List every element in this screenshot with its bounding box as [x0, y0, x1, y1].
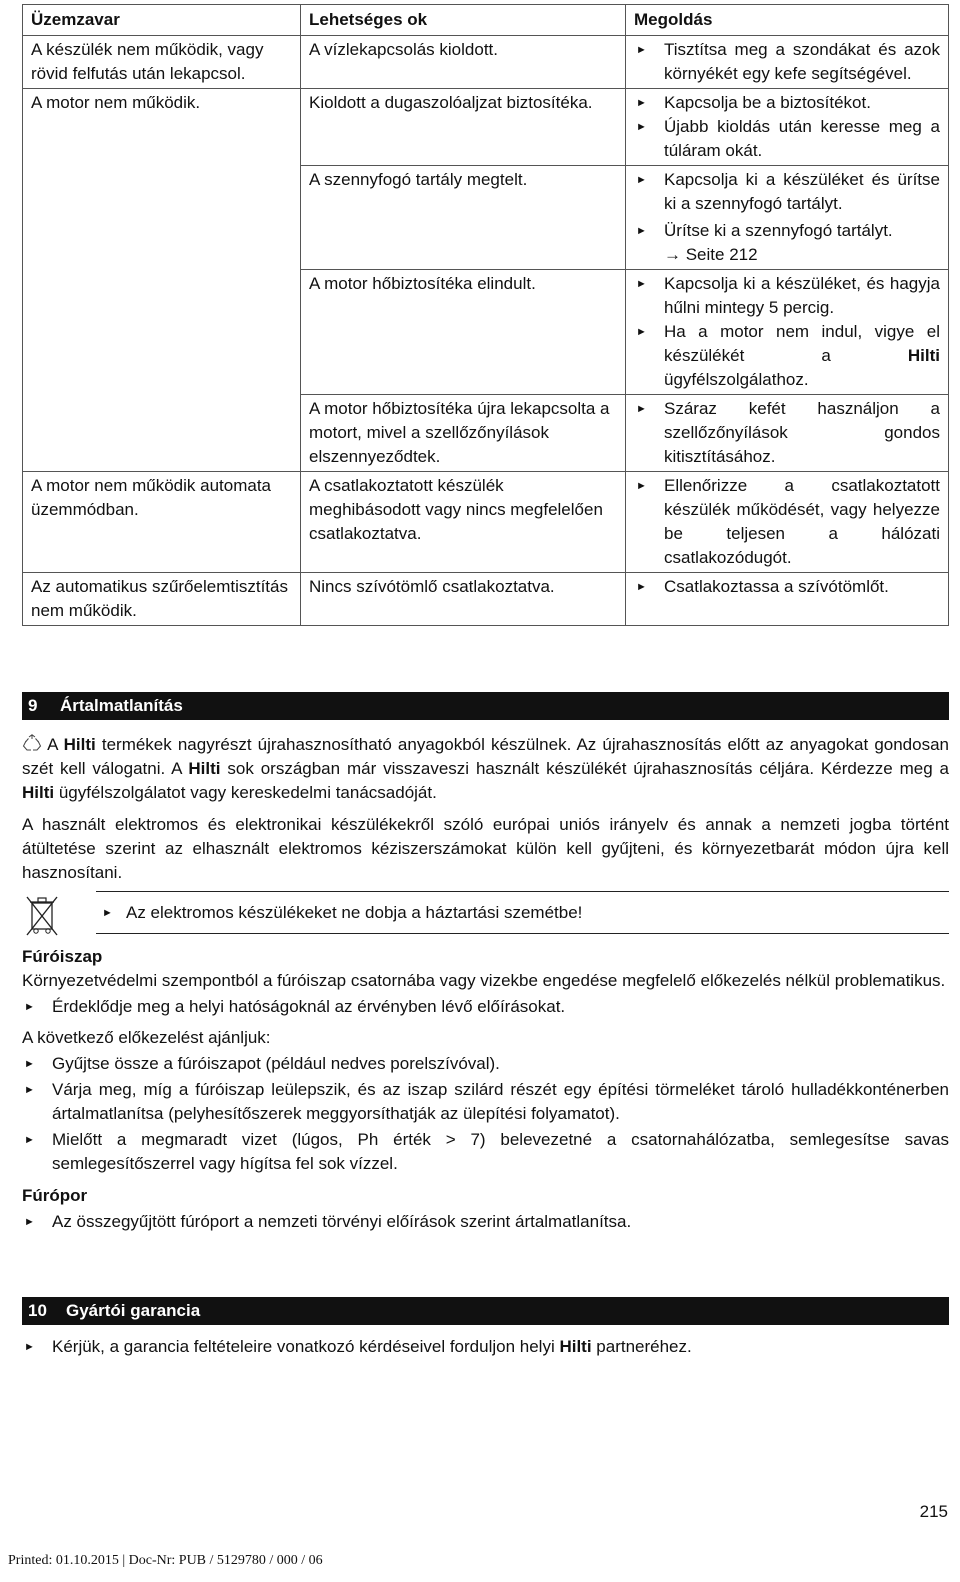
- solution-item: ► Újabb kioldás után keresse meg a túláram okát.: [636, 117, 940, 160]
- cause-cell: A motor hőbiztosítéka elindult.: [301, 270, 626, 395]
- solution-item: ► Ürítse ki a szennyfogó tartályt.: [634, 219, 940, 243]
- solution-cell: [626, 472, 949, 573]
- divider: [96, 933, 949, 934]
- bullet-icon: ►: [24, 1001, 35, 1013]
- brand-name: Hilti: [188, 759, 221, 778]
- warranty-block: [22, 1335, 949, 1359]
- crossed-bin-icon: [24, 893, 60, 937]
- solution-cell: [626, 573, 949, 626]
- drilling-slurry-block: [22, 945, 949, 1234]
- solution-item: ► Kapcsolja ki a készüléket és ürítse ki a szennyfogó tartályt.: [636, 170, 940, 213]
- bullet-icon: ►: [636, 97, 647, 109]
- page-reference-link[interactable]: → Seite 212: [664, 245, 758, 264]
- brand-name: Hilti: [907, 346, 940, 365]
- fault-cell: Az automatikus szűrőelemtisztítás nem működik.: [23, 573, 301, 626]
- bullet-icon: ►: [636, 121, 647, 133]
- bullet-icon: ►: [636, 225, 647, 237]
- disposal-intro: [22, 733, 949, 885]
- list-item: ► Mielőtt a megmaradt vizet (lúgos, Ph érték > 7) belevezetné a csatornahálózatba, semlegesítse savas semlegesítőszerrel vagy hígítsa fel sok vízzel.: [24, 1130, 949, 1173]
- weee-note: ► Az elektromos készülékeket ne dobja a háztartási szemétbe!: [100, 901, 949, 925]
- solution-item: ► Ha a motor nem indul, vigye el készülékét a Hilti ügyfélszolgálathoz.: [636, 322, 940, 389]
- bullet-icon: ►: [24, 1341, 35, 1353]
- header-fault: Üzemzavar: [23, 5, 301, 36]
- subheading-furoiszap: Fúróiszap: [22, 947, 103, 966]
- cause-cell: A motor hőbiztosítéka újra lekapcsolta a motort, mivel a szellőzőnyílások elszennyeződtek.: [301, 395, 626, 472]
- bullet-icon: ►: [24, 1134, 35, 1146]
- list-item: ► Gyűjtse össze a fúróiszapot (például nedves porelszívóval).: [22, 1052, 949, 1076]
- bullet-icon: ►: [636, 581, 647, 593]
- fault-cell: [23, 166, 301, 270]
- list-item: ► Várja meg, míg a fúróiszap leülepszik, és az iszap szilárd részét egy építési törmeléket tároló hulladékkonténerben ártalmatlanítsa (pelyhesítőszerek meggyorsíthatják az ülepítési folyamatot).: [24, 1080, 949, 1123]
- bullet-icon: ►: [24, 1084, 35, 1096]
- fault-cell: A motor nem működik automata üzemmódban.: [23, 472, 301, 573]
- cause-cell: A csatlakoztatott készülék meghibásodott vagy nincs megfelelően csatlakoztatva.: [301, 472, 626, 573]
- solution-cell: [626, 36, 949, 89]
- list-item: ► Érdeklődje meg a helyi hatóságoknál az érvényben lévő előírásokat.: [22, 995, 949, 1019]
- recycling-paragraph: A Hilti termékek nagyrészt újrahasznosítható anyagokból készülnek. Az újrahasznosítás előtt az anyagokat gondosan szét kell válogatni. A Hilti sok országban már visszaveszi használt készülékét újrahasznosítás céljára. Kérdezze meg a Hilti ügyfélszolgálatot vagy kereskedelmi tanácsadóját.: [22, 735, 950, 802]
- brand-name: Hilti: [559, 1337, 592, 1356]
- brand-name: Hilti: [63, 735, 96, 754]
- bullet-icon: ►: [636, 44, 647, 56]
- bullet-icon: ►: [636, 480, 647, 492]
- section-heading-disposal: 9 Ártalmatlanítás: [22, 692, 949, 720]
- bullet-icon: ►: [636, 278, 647, 290]
- fault-cell: A motor nem működik.: [23, 89, 301, 166]
- table-row: [23, 270, 949, 395]
- cause-cell: A szennyfogó tartály megtelt.: [301, 166, 626, 270]
- solution-cell: [626, 395, 949, 472]
- section-heading-warranty: 10 Gyártói garancia: [22, 1297, 949, 1325]
- bullet-icon: ►: [24, 1216, 35, 1228]
- solution-item: ► Kapcsolja be a biztosítékot.: [634, 91, 940, 115]
- table-row: [23, 36, 949, 89]
- brand-name: Hilti: [22, 783, 55, 802]
- solution-cell: [626, 166, 949, 270]
- fault-cell: [23, 270, 301, 395]
- table-header-row: [23, 5, 949, 36]
- solution-cell: [626, 89, 949, 166]
- table-row: [23, 89, 949, 166]
- table-row: [23, 395, 949, 472]
- bullet-icon: ►: [636, 174, 647, 186]
- recycle-icon: [22, 734, 42, 752]
- header-solution: Megoldás: [626, 5, 949, 36]
- list-item: ► Az összegyűjtött fúróport a nemzeti törvényi előírások szerint ártalmatlanítsa.: [22, 1210, 949, 1234]
- solution-cell: [626, 270, 949, 395]
- table-row: [23, 472, 949, 573]
- solution-item: ► Csatlakoztassa a szívótömlőt.: [634, 575, 940, 599]
- eu-directive-paragraph: A használt elektromos és elektronikai készülékekről szóló európai uniós irányelv és annak a nemzeti jogba történt átültetése szerint az elhasznált elektromos kéziszerszámokat külön kell gyűjteni, és környezetbarát módon újra kell hasznosítani.: [22, 815, 949, 882]
- fault-cell: A készülék nem működik, vagy rövid felfutás után lekapcsol.: [23, 36, 301, 89]
- solution-item: ► Ellenőrizze a csatlakoztatott készülék működését, vagy helyezze be teljesen a hálózati csatlakozódugót.: [636, 476, 940, 567]
- divider: [96, 891, 949, 892]
- fault-cell: [23, 395, 301, 472]
- print-footer: Printed: 01.10.2015 | Doc-Nr: PUB / 5129780 / 000 / 06: [8, 1553, 323, 1568]
- bullet-icon: ►: [102, 907, 113, 919]
- solution-item: ► Száraz kefét használjon a szellőzőnyílások gondos kitisztításához.: [636, 399, 940, 466]
- table-row: [23, 166, 949, 270]
- page-number: 215: [919, 1502, 948, 1521]
- troubleshooting-table: [22, 4, 949, 626]
- bullet-icon: ►: [24, 1058, 35, 1070]
- cause-cell: A vízlekapcsolás kioldott.: [301, 36, 626, 89]
- subheading-furopor: Fúrópor: [22, 1186, 88, 1205]
- slurry-paragraph: Környezetvédelmi szempontból a fúróiszap csatornába vagy vizekbe engedése megfelelő előkezelés nélkül problematikus.: [22, 971, 946, 990]
- bullet-icon: ►: [636, 403, 647, 415]
- header-cause: Lehetséges ok: [301, 5, 626, 36]
- solution-item: ► Tisztítsa meg a szondákat és azok környékét egy kefe segítségével.: [636, 40, 940, 83]
- cause-cell: Kioldott a dugaszolóaljzat biztosítéka.: [301, 89, 626, 166]
- table-row: [23, 573, 949, 626]
- cause-cell: Nincs szívótömlő csatlakoztatva.: [301, 573, 626, 626]
- solution-item: ► Kapcsolja ki a készüléket, és hagyja hűlni mintegy 5 percig.: [636, 274, 940, 317]
- slurry-recommend: A következő előkezelést ajánljuk:: [22, 1028, 271, 1047]
- bullet-icon: ►: [636, 326, 647, 338]
- list-item: ► Kérjük, a garancia feltételeire vonatkozó kérdéseivel forduljon helyi Hilti partneréhez.: [22, 1335, 949, 1359]
